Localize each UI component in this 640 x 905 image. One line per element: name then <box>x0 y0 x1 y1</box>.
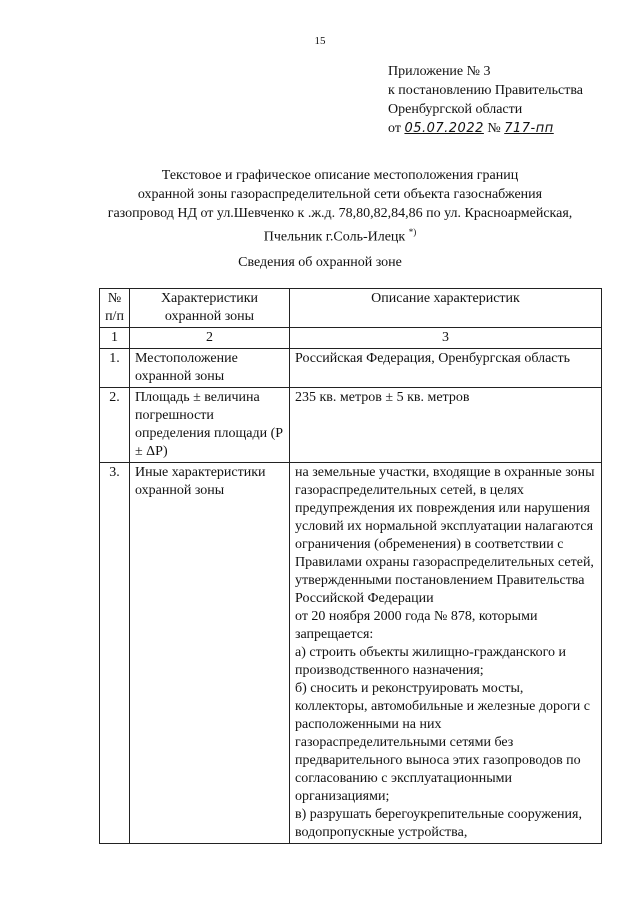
table-header-row <box>100 289 602 328</box>
table-row <box>100 349 602 388</box>
column-number-1: 1 <box>100 328 130 349</box>
row-description <box>290 463 602 844</box>
section-subtitle: Сведения об охранной зоне <box>238 255 402 270</box>
row-characteristic: Местоположение охранной зоны <box>130 349 290 388</box>
row-description: 235 кв. метров ± 5 кв. метров <box>290 388 602 463</box>
row-number: 1. <box>100 349 130 388</box>
protection-zone-table <box>99 288 602 844</box>
footnote-mark: *) <box>408 227 417 237</box>
page-number: 15 <box>314 35 326 47</box>
number-label: № <box>487 121 501 136</box>
row-characteristic: Иные характеристики охранной зоны <box>130 463 290 844</box>
description-paragraph: а) строить объекты жилищно-гражданского и производственного назначения; <box>295 645 566 678</box>
description-paragraph: б) сносить и реконструировать мосты, коллекторы, автомобильные и железные дороги с расположенными на них газораспределительными сетями без предварительного выноса этих газопроводов по согласованию с эксплуатационными организациями; <box>295 681 590 804</box>
appendix-line-3: Оренбургской области <box>388 102 523 117</box>
title-line-1: Текстовое и графическое описание местоположения границ <box>161 168 519 183</box>
document-title <box>60 166 620 247</box>
title-line-4 <box>60 223 620 247</box>
title-line-2: охранной зоны газораспределительной сети объекта газоснабжения <box>137 187 543 202</box>
column-number-2: 2 <box>130 328 290 349</box>
handwritten-date: 05.07.2022 <box>404 121 484 136</box>
column-number-3: 3 <box>290 328 602 349</box>
table-row <box>100 388 602 463</box>
title-line-3: газопровод НД от ул.Шевченко к .ж.д. 78,80,82,84,86 по ул. Красноармейская, <box>107 206 573 221</box>
description-paragraph: от 20 ноября 2000 года № 878, которыми запрещается: <box>295 609 538 642</box>
header-number: № п/п <box>100 289 130 328</box>
description-paragraph: в) разрушать берегоукрепительные сооружения, водопропускные устройства, <box>295 807 582 840</box>
appendix-date-line <box>388 119 583 138</box>
appendix-line-1: Приложение № 3 <box>388 64 491 79</box>
description-paragraph: на земельные участки, входящие в охранные зоны газораспределительных сетей, в целях предупреждения их повреждения или нарушения условий их нормальной эксплуатации налагаются ограничения (обременения) в соответствии с Правилами охраны газораспределительных сетей, утвержденными постановлением Правительства Российской Федерации <box>295 465 595 606</box>
header-characteristic: Характеристики охранной зоны <box>130 289 290 328</box>
handwritten-number: 717-пп <box>504 121 554 136</box>
row-characteristic: Площадь ± величина погрешности определения площади (P ± ΔP) <box>130 388 290 463</box>
table-row <box>100 463 602 844</box>
column-number-row <box>100 328 602 349</box>
title-line-4-text: Пчельник г.Соль-Илецк <box>263 229 406 245</box>
row-number: 2. <box>100 388 130 463</box>
appendix-block <box>388 62 583 138</box>
row-description: Российская Федерация, Оренбургская область <box>290 349 602 388</box>
header-description: Описание характеристик <box>290 289 602 328</box>
from-label: от <box>388 121 401 136</box>
appendix-line-2: к постановлению Правительства <box>388 83 584 98</box>
row-number: 3. <box>100 463 130 844</box>
